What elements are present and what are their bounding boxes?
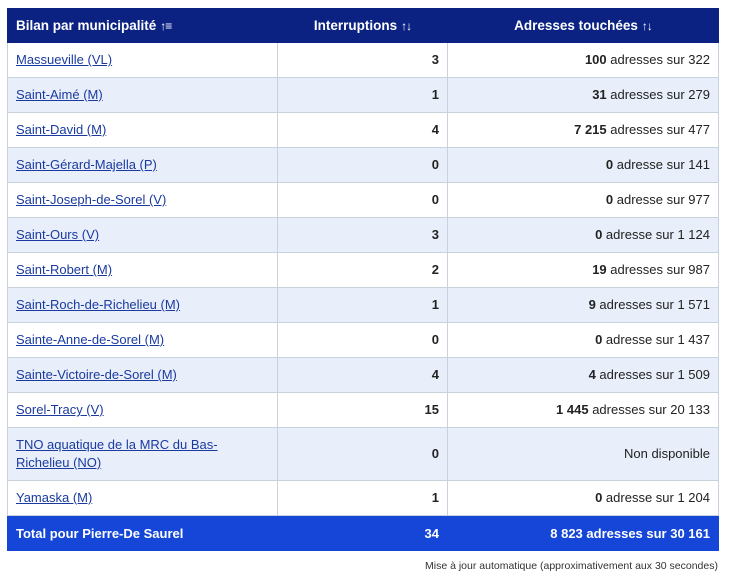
municipality-cell <box>8 393 278 428</box>
addresses-cell <box>448 323 719 358</box>
table-row <box>8 358 719 393</box>
municipality-cell <box>8 148 278 183</box>
municipality-link[interactable]: Saint-Gérard-Majella (P) <box>16 157 157 172</box>
table-row <box>8 183 719 218</box>
municipality-link[interactable]: Sorel-Tracy (V) <box>16 402 104 417</box>
auto-update-note: Mise à jour automatique (approximativement aux 30 secondes) <box>425 560 718 572</box>
municipality-link[interactable]: Sainte-Victoire-de-Sorel (M) <box>16 367 177 382</box>
municipality-cell <box>8 428 278 481</box>
addresses-affected-count: 4 <box>588 367 596 382</box>
municipality-cell <box>8 288 278 323</box>
addresses-affected-count: 0 <box>595 227 603 242</box>
addresses-affected-count: 0 <box>595 332 603 347</box>
addresses-total-text: adresses sur 279 <box>606 87 710 102</box>
interruptions-cell: 0 <box>278 183 448 218</box>
total-addresses: 8 823 adresses sur 30 161 <box>448 516 719 551</box>
interruptions-cell: 1 <box>278 481 448 516</box>
municipality-cell <box>8 218 278 253</box>
addresses-cell <box>448 393 719 428</box>
addresses-total-text: adresses sur 1 509 <box>595 367 710 382</box>
municipality-cell <box>8 323 278 358</box>
header-interruptions-label: Interruptions <box>313 18 398 33</box>
addresses-total-text: adresses sur 322 <box>606 52 710 67</box>
header-addresses[interactable] <box>448 9 719 43</box>
addresses-total-text: adresse sur 1 204 <box>602 490 710 505</box>
table-row <box>8 78 719 113</box>
table-row <box>8 253 719 288</box>
interruptions-cell: 4 <box>278 358 448 393</box>
municipality-cell <box>8 253 278 288</box>
municipality-link[interactable]: Saint-Roch-de-Richelieu (M) <box>16 297 180 312</box>
addresses-affected-count: 7 215 <box>574 122 607 137</box>
municipality-cell <box>8 183 278 218</box>
addresses-total-text: adresse sur 1 124 <box>602 227 710 242</box>
municipality-link[interactable]: Sainte-Anne-de-Sorel (M) <box>16 332 165 347</box>
addresses-cell <box>448 358 719 393</box>
outage-table-container <box>7 8 718 551</box>
interruptions-cell: 4 <box>278 113 448 148</box>
table-row <box>8 43 719 78</box>
table-row <box>8 428 719 481</box>
table-body <box>8 43 719 516</box>
table-row <box>8 113 719 148</box>
interruptions-cell: 1 <box>278 288 448 323</box>
interruptions-cell: 15 <box>278 393 448 428</box>
municipality-link[interactable]: Saint-Joseph-de-Sorel (V) <box>16 192 167 207</box>
addresses-total-text: adresses sur 987 <box>606 262 710 277</box>
addresses-total-text: adresse sur 977 <box>613 192 710 207</box>
addresses-cell <box>448 253 719 288</box>
municipality-cell <box>8 78 278 113</box>
interruptions-cell: 0 <box>278 323 448 358</box>
municipality-link[interactable]: Saint-Ours (V) <box>16 227 100 242</box>
header-addresses-label: Adresses touchées <box>514 18 638 33</box>
header-municipality[interactable] <box>8 9 278 43</box>
addresses-cell <box>448 78 719 113</box>
municipality-cell <box>8 358 278 393</box>
interruptions-cell: 0 <box>278 428 448 481</box>
sort-icon[interactable]: ↑≡ <box>160 19 172 33</box>
total-label: Total pour Pierre-De Saurel <box>8 516 278 551</box>
table-row <box>8 323 719 358</box>
addresses-cell <box>448 113 719 148</box>
addresses-affected-count: 0 <box>605 192 614 207</box>
interruptions-cell: 0 <box>278 148 448 183</box>
header-interruptions[interactable] <box>278 9 448 43</box>
addresses-affected-count: 100 <box>584 52 607 67</box>
addresses-affected-count: 19 <box>592 262 607 277</box>
addresses-total-text: Non disponible <box>623 446 710 461</box>
addresses-total-text: adresses sur 477 <box>606 122 710 137</box>
table-header-row <box>8 9 719 43</box>
total-row <box>8 516 719 551</box>
addresses-cell <box>448 218 719 253</box>
addresses-total-text: adresses sur 20 133 <box>588 402 710 417</box>
interruptions-cell: 3 <box>278 218 448 253</box>
addresses-cell <box>448 428 719 481</box>
sort-icon[interactable]: ↑↓ <box>401 19 412 33</box>
sort-icon[interactable]: ↑↓ <box>641 19 652 33</box>
addresses-affected-count: 9 <box>588 297 596 312</box>
addresses-cell <box>448 481 719 516</box>
addresses-cell <box>448 148 719 183</box>
addresses-affected-count: 0 <box>595 490 603 505</box>
total-interruptions: 34 <box>278 516 448 551</box>
interruptions-cell: 3 <box>278 43 448 78</box>
addresses-cell <box>448 43 719 78</box>
addresses-cell <box>448 183 719 218</box>
municipality-cell <box>8 113 278 148</box>
table-row <box>8 148 719 183</box>
addresses-affected-count: 1 445 <box>556 402 589 417</box>
table-row <box>8 393 719 428</box>
header-municipality-label: Bilan par municipalité <box>16 18 157 33</box>
addresses-affected-count: 31 <box>592 87 607 102</box>
addresses-total-text: adresse sur 141 <box>613 157 710 172</box>
table-row <box>8 481 719 516</box>
municipality-link[interactable]: Yamaska (M) <box>16 490 93 505</box>
table-row <box>8 218 719 253</box>
interruptions-cell: 2 <box>278 253 448 288</box>
municipality-cell <box>8 43 278 78</box>
outage-table <box>7 8 719 551</box>
addresses-cell <box>448 288 719 323</box>
municipality-link[interactable]: TNO aquatique de la MRC du Bas-Richelieu (NO) <box>16 437 218 470</box>
table-row <box>8 288 719 323</box>
municipality-cell <box>8 481 278 516</box>
interruptions-cell: 1 <box>278 78 448 113</box>
municipality-link[interactable]: Saint-Robert (M) <box>16 262 113 277</box>
municipality-link[interactable]: Saint-Aimé (M) <box>16 87 103 102</box>
municipality-link[interactable]: Massueville (VL) <box>16 52 113 67</box>
addresses-total-text: adresses sur 1 571 <box>595 297 710 312</box>
municipality-link[interactable]: Saint-David (M) <box>16 122 107 137</box>
addresses-total-text: adresse sur 1 437 <box>602 332 710 347</box>
addresses-affected-count: 0 <box>605 157 614 172</box>
